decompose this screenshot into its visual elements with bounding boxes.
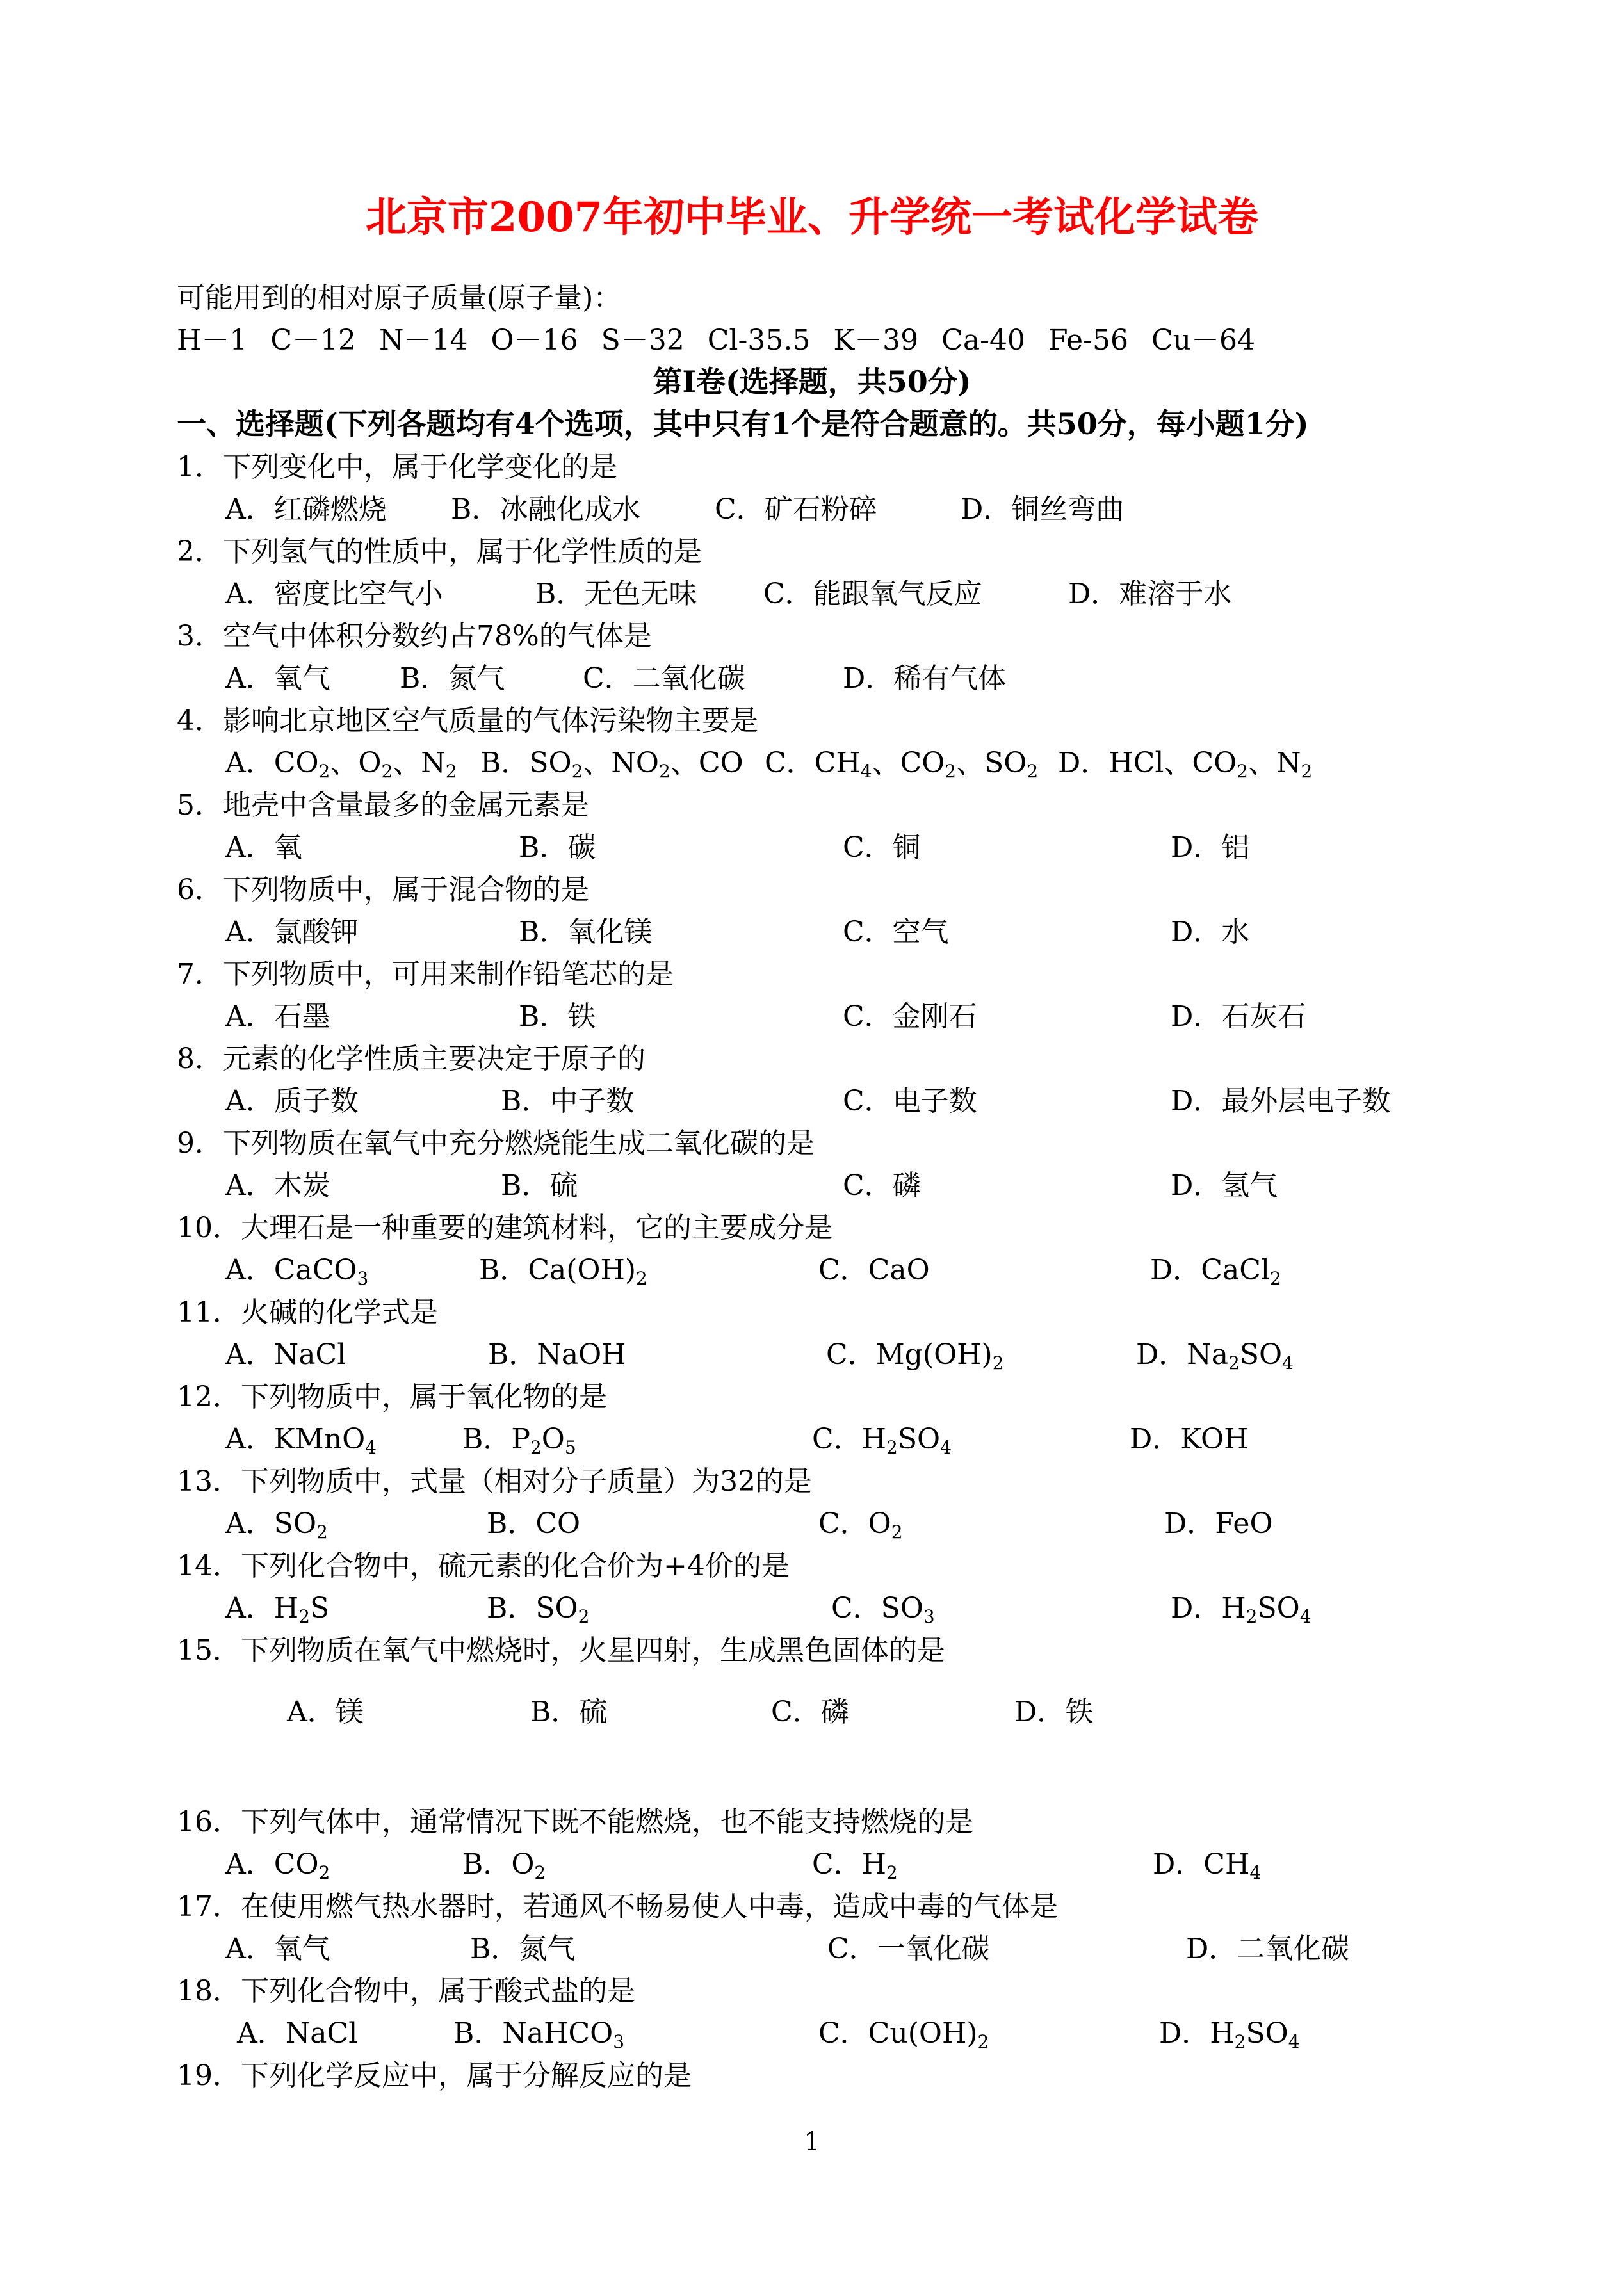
answer-option: D．二氧化碳: [1186, 1933, 1350, 1965]
answer-option: A．$SO_2$: [225, 1507, 328, 1543]
answer-option: B．氮气: [470, 1933, 576, 1965]
atomic-mass: Fe-56: [1048, 324, 1128, 357]
answer-option: D．KOH: [1130, 1423, 1249, 1456]
answer-option: A．$H_2S$: [225, 1592, 330, 1627]
answer-option: A．氧气: [225, 1933, 330, 1965]
answer-option: B．$O_2$: [462, 1848, 546, 1883]
answer-option: A．NaCl: [225, 1338, 346, 1371]
answer-option: D．最外层电子数: [1171, 1085, 1391, 1117]
question-stem: 4．影响北京地区空气质量的气体污染物主要是: [177, 704, 758, 737]
atomic-mass: N－14: [379, 324, 468, 357]
answer-option: B．碳: [519, 831, 596, 864]
answer-option: D．铁: [1014, 1696, 1094, 1728]
answer-option: A．质子数: [225, 1085, 359, 1117]
answer-option: D．铝: [1171, 831, 1250, 864]
answer-option: D．难溶于水: [1068, 578, 1232, 610]
answer-option: D．FeO: [1164, 1507, 1273, 1540]
answer-option: B．硫: [530, 1696, 608, 1728]
answer-option: C．$Mg(OH)_2$: [826, 1338, 1004, 1374]
question-stem: 3．空气中体积分数约占78%的气体是: [177, 620, 652, 653]
answer-option: A．氯酸钾: [225, 916, 359, 948]
answer-option: C．$CH_4$、$CO_2$、$SO_2$: [765, 747, 1039, 782]
atomic-mass: Cl-35.5: [707, 324, 811, 357]
question-stem: 14．下列化合物中，硫元素的化合价为+4价的是: [177, 1550, 790, 1582]
question-stem: 16．下列气体中，通常情况下既不能燃烧，也不能支持燃烧的是: [177, 1806, 973, 1838]
answer-option: D．石灰石: [1171, 1000, 1306, 1033]
question-stem: 17．在使用燃气热水器时，若通风不畅易使人中毒，造成中毒的气体是: [177, 1890, 1058, 1923]
answer-option: B．NaOH: [488, 1338, 626, 1371]
answer-option: A．氧气: [225, 662, 330, 695]
answer-option: C．$SO_3$: [831, 1592, 935, 1627]
answer-option: A．NaCl: [237, 2017, 358, 2050]
answer-option: D．$CH_4$: [1153, 1848, 1262, 1883]
answer-option: C．$O_2$: [818, 1507, 903, 1543]
answer-option: B．氮气: [400, 662, 505, 695]
answer-option: A．$CO_2$: [225, 1848, 330, 1883]
section-header: 一、选择题(下列各题均有4个选项，其中只有1个是符合题意的。共50分，每小题1分): [177, 407, 1309, 441]
answer-option: C．二氧化碳: [583, 662, 745, 695]
atomic-mass: S－32: [601, 324, 685, 357]
question-stem: 8．元素的化学性质主要决定于原子的: [177, 1042, 646, 1075]
answer-option: C．CaO: [818, 1254, 930, 1286]
answer-option: D．水: [1171, 916, 1250, 948]
question-stem: 10．大理石是一种重要的建筑材料，它的主要成分是: [177, 1212, 832, 1244]
answer-option: A．木炭: [225, 1169, 330, 1202]
question-stem: 7．下列物质中，可用来制作铅笔芯的是: [177, 958, 674, 991]
answer-option: B．无色无味: [535, 578, 697, 610]
question-stem: 13．下列物质中，式量（相对分子质量）为32的是: [177, 1465, 812, 1498]
question-stem: 5．地壳中含量最多的金属元素是: [177, 789, 589, 822]
question-stem: 19．下列化学反应中，属于分解反应的是: [177, 2059, 692, 2092]
answer-option: C．矿石粉碎: [715, 493, 877, 526]
atomic-mass: Ca-40: [941, 324, 1025, 357]
atomic-mass: O－16: [491, 324, 578, 357]
answer-option: B．CO: [487, 1507, 581, 1540]
question-stem: 18．下列化合物中，属于酸式盐的是: [177, 1975, 635, 2007]
answer-option: B．$SO_2$、$NO_2$、CO: [480, 747, 743, 782]
answer-option: D．铜丝弯曲: [961, 493, 1125, 526]
answer-option: A．$CO_2$、$O_2$、$N_2$: [225, 747, 457, 782]
answer-option: B．氧化镁: [519, 916, 653, 948]
exam-title: 北京市2007年初中毕业、升学统一考试化学试卷: [365, 193, 1259, 241]
answer-option: D．$Na_2SO_4$: [1136, 1338, 1294, 1374]
atomic-mass: K－39: [833, 324, 919, 357]
answer-option: D．$H_2SO_4$: [1171, 1592, 1311, 1627]
question-stem: 15．下列物质在氧气中燃烧时，火星四射，生成黑色固体的是: [177, 1634, 945, 1667]
answer-option: D．CaCl$_2$: [1150, 1254, 1281, 1289]
answer-option: C．$H_2SO_4$: [812, 1423, 952, 1458]
question-stem: 2．下列氢气的性质中，属于化学性质的是: [177, 535, 702, 568]
answer-option: D．稀有气体: [843, 662, 1007, 695]
answer-option: D．HCl、$CO_2$、$N_2$: [1058, 747, 1313, 782]
atomic-mass-list: [177, 321, 1278, 360]
answer-option: C．能跟氧气反应: [763, 578, 982, 610]
answer-option: A．镁: [287, 1696, 364, 1728]
answer-option: D．$H_2SO_4$: [1159, 2017, 1300, 2052]
answer-option: C．金刚石: [843, 1000, 977, 1033]
answer-option: C．电子数: [843, 1085, 977, 1117]
answer-option: A．石墨: [225, 1000, 330, 1033]
question-stem: 1．下列变化中，属于化学变化的是: [177, 451, 617, 483]
answer-option: B．中子数: [501, 1085, 635, 1117]
answer-option: B．$P_2O_5$: [462, 1423, 576, 1458]
answer-option: A．CaCO$_3$: [225, 1254, 369, 1289]
answer-option: B．NaHCO$_3$: [453, 2017, 625, 2052]
answer-option: A．红磷燃烧: [225, 493, 387, 526]
answer-option: B．$SO_2$: [487, 1592, 590, 1627]
question-stem: 9．下列物质在氧气中充分燃烧能生成二氧化碳的是: [177, 1127, 815, 1160]
answer-option: C．铜: [843, 831, 921, 864]
answer-option: C．$Cu(OH)_2$: [818, 2017, 989, 2052]
answer-option: C．$H_2$: [812, 1848, 898, 1883]
answer-option: C．磷: [771, 1696, 849, 1728]
page-number: 1: [804, 2127, 820, 2157]
answer-option: B．冰融化成水: [451, 493, 641, 526]
question-stem: 6．下列物质中，属于混合物的是: [177, 873, 589, 906]
answer-option: A．密度比空气小: [225, 578, 443, 610]
answer-option: C．磷: [843, 1169, 921, 1202]
answer-option: D．氢气: [1171, 1169, 1278, 1202]
question-stem: 11．火碱的化学式是: [177, 1296, 438, 1329]
atomic-mass: H－1: [177, 324, 248, 357]
atomic-mass: C－12: [270, 324, 357, 357]
answer-option: A．KMnO$_4$: [225, 1423, 377, 1458]
answer-option: B．$Ca(OH)_2$: [479, 1254, 647, 1289]
part-header: 第Ⅰ卷(选择题，共50分): [653, 364, 971, 399]
answer-option: C．空气: [843, 916, 949, 948]
atomic-mass-intro: 可能用到的相对原子质量(原子量)：: [177, 282, 622, 314]
answer-option: B．硫: [501, 1169, 578, 1202]
answer-option: C．一氧化碳: [827, 1933, 990, 1965]
answer-option: B．铁: [519, 1000, 596, 1033]
atomic-mass: Cu－64: [1151, 324, 1255, 357]
question-stem: 12．下列物质中，属于氧化物的是: [177, 1381, 607, 1413]
answer-option: A．氧: [225, 831, 302, 864]
